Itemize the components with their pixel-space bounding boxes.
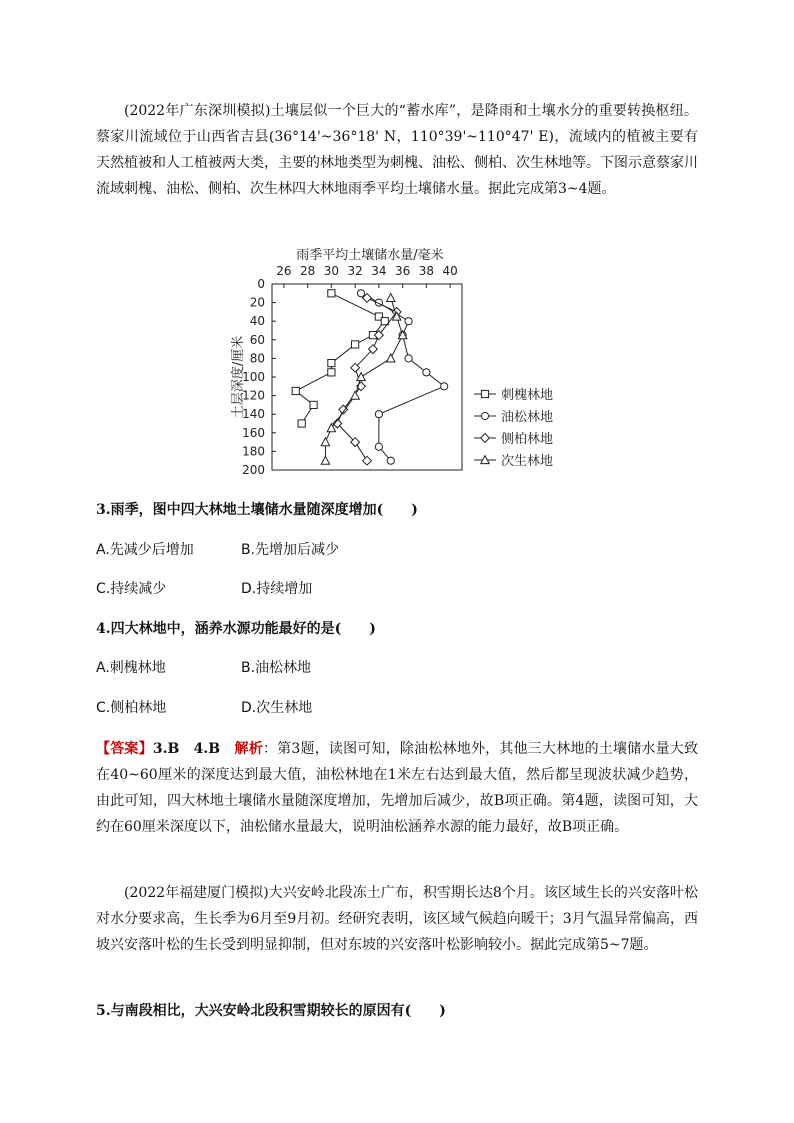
intro-paragraph-2: [96, 880, 698, 958]
legend-marker: [481, 390, 488, 397]
data-point: [387, 354, 395, 362]
y-tick-label: 140: [242, 407, 265, 422]
q4-option-d[interactable]: D.次生林地: [241, 700, 313, 716]
y-tick-label: 80: [249, 351, 265, 366]
q4-option-c[interactable]: C.侧柏林地: [96, 700, 167, 716]
intro-paragraph-1: [96, 98, 698, 202]
y-tick-label: 160: [242, 425, 265, 440]
data-point: [423, 369, 430, 376]
answer-analysis: [96, 736, 698, 840]
x-tick-label: 26: [276, 264, 292, 278]
y-tick-label: 180: [242, 444, 265, 459]
series-3: [321, 294, 407, 465]
y-tick-labels: [242, 277, 276, 477]
legend-item-1: [474, 409, 553, 425]
q3-option-c[interactable]: C.持续减少: [96, 581, 167, 597]
legend-label: 刺槐林地: [501, 388, 554, 403]
intro1-text: 土壤层似一个巨大的“蓄水库”，是降雨和土壤水分的重要转换枢纽。蔡家川流域位于山西省吉县(36°14'~36°18' N，110°39'~110°47' E)，流域内的植被主要有天然植被和人工植被两大类，主要的林地类型为刺槐、油松、侧柏、次生林地等。下图示意蔡家川流域刺槐、油松、侧柏、次生林四大林地雨季平均土壤储水量。据此完成第3~4题。: [96, 103, 698, 197]
series-0: [292, 290, 388, 427]
chart-legend: [474, 387, 553, 469]
legend-marker: [481, 412, 488, 419]
y-tick-label: 120: [242, 388, 265, 403]
data-point: [321, 456, 329, 464]
q4-option-b[interactable]: B.油松林地: [241, 660, 312, 676]
data-point: [292, 387, 299, 394]
x-tick-label: 34: [371, 264, 387, 278]
legend-item-0: [474, 387, 553, 403]
data-point: [387, 457, 394, 464]
data-point: [298, 420, 305, 427]
series-2: [333, 294, 401, 466]
q4-option-a[interactable]: A.刺槐林地: [96, 660, 166, 676]
data-point: [387, 294, 395, 302]
legend-item-2: [474, 431, 553, 447]
x-tick-label: 38: [418, 264, 435, 278]
x-tick-label: 40: [442, 264, 458, 278]
y-tick-label: 20: [249, 295, 265, 310]
y-tick-label: 100: [242, 370, 265, 384]
data-point: [375, 411, 382, 418]
legend-marker: [481, 434, 490, 443]
legend-item-3: [474, 453, 553, 469]
legend-label: 侧柏林地: [501, 432, 554, 447]
data-point: [405, 318, 412, 325]
chart-x-axis-label: 雨季平均土壤储水量/毫米: [296, 248, 444, 263]
data-point: [357, 290, 364, 297]
y-tick-label: 0: [257, 277, 265, 291]
data-point: [352, 341, 359, 348]
series-line: [296, 293, 385, 423]
x-tick-label: 28: [299, 264, 316, 278]
analysis-tag: 解析: [234, 741, 263, 757]
y-tick-label: 40: [249, 314, 265, 329]
answer-values: 3.B 4.B: [152, 741, 235, 757]
x-tick-label: 30: [323, 264, 340, 278]
soil-water-chart: [228, 242, 568, 480]
legend-label: 油松林地: [501, 410, 554, 425]
data-point: [321, 438, 329, 446]
data-point: [328, 359, 335, 366]
question-4-stem: 4.四大林地中，涵养水源功能最好的是( ): [96, 621, 376, 637]
data-point: [441, 383, 448, 390]
x-tick-label: 36: [394, 264, 411, 278]
analysis-text: ：第3题，读图可知，除油松林地外，其他三大林地的土壤储水量大致在40~60厘米的深度达到最大值，油松林地在1米左右达到最大值，然后都呈现波状减少趋势，由此可知，四大林地土壤储水量随深度增加，先增加后减少，故B项正确。第4题，读图可知，大约在60厘米深度以下，油松储水量最大，说明油松涵养水源的能力最好，故B项正确。: [96, 741, 699, 835]
intro2-text: 大兴安岭北段冻土广布，积雪期长达8个月。该区域生长的兴安落叶松对水分要求高，生长季为6月至9月初。经研究表明，该区域气候趋向暖干；3月气温异常偏高，西坡兴安落叶松的生长受到明显抑制，但对东坡的兴安落叶松影响较小。据此完成第5~7题。: [96, 885, 698, 953]
y-tick-label: 60: [249, 332, 265, 347]
intro2-source: (2022年福建厦门模拟): [124, 885, 269, 901]
data-point: [363, 456, 372, 465]
data-point: [405, 355, 412, 362]
x-tick-label: 32: [347, 264, 363, 278]
intro1-source: (2022年广东深圳模拟): [124, 103, 271, 119]
question-5-stem: 5.与南段相比，大兴安岭北段积雪期较长的原因有( ): [96, 1003, 446, 1019]
chart-y-axis-label: 土层深度/厘米: [231, 335, 246, 419]
answer-tag: 【答案】: [96, 741, 153, 757]
question-3-stem: 3.雨季，图中四大林地土壤储水量随深度增加( ): [96, 502, 418, 518]
series-line: [361, 293, 444, 460]
plot-frame: [272, 284, 462, 470]
data-point: [328, 369, 335, 376]
q3-option-a[interactable]: A.先减少后增加: [96, 542, 194, 558]
series-layer: [292, 290, 448, 465]
q3-option-b[interactable]: B.先增加后减少: [241, 542, 340, 558]
series-1: [357, 290, 447, 465]
data-point: [351, 391, 359, 399]
data-point: [328, 290, 335, 297]
legend-label: 次生林地: [501, 454, 554, 469]
y-tick-label: 200: [242, 463, 265, 477]
q3-option-d[interactable]: D.持续增加: [241, 581, 313, 597]
data-point: [310, 401, 317, 408]
data-point: [375, 443, 382, 450]
